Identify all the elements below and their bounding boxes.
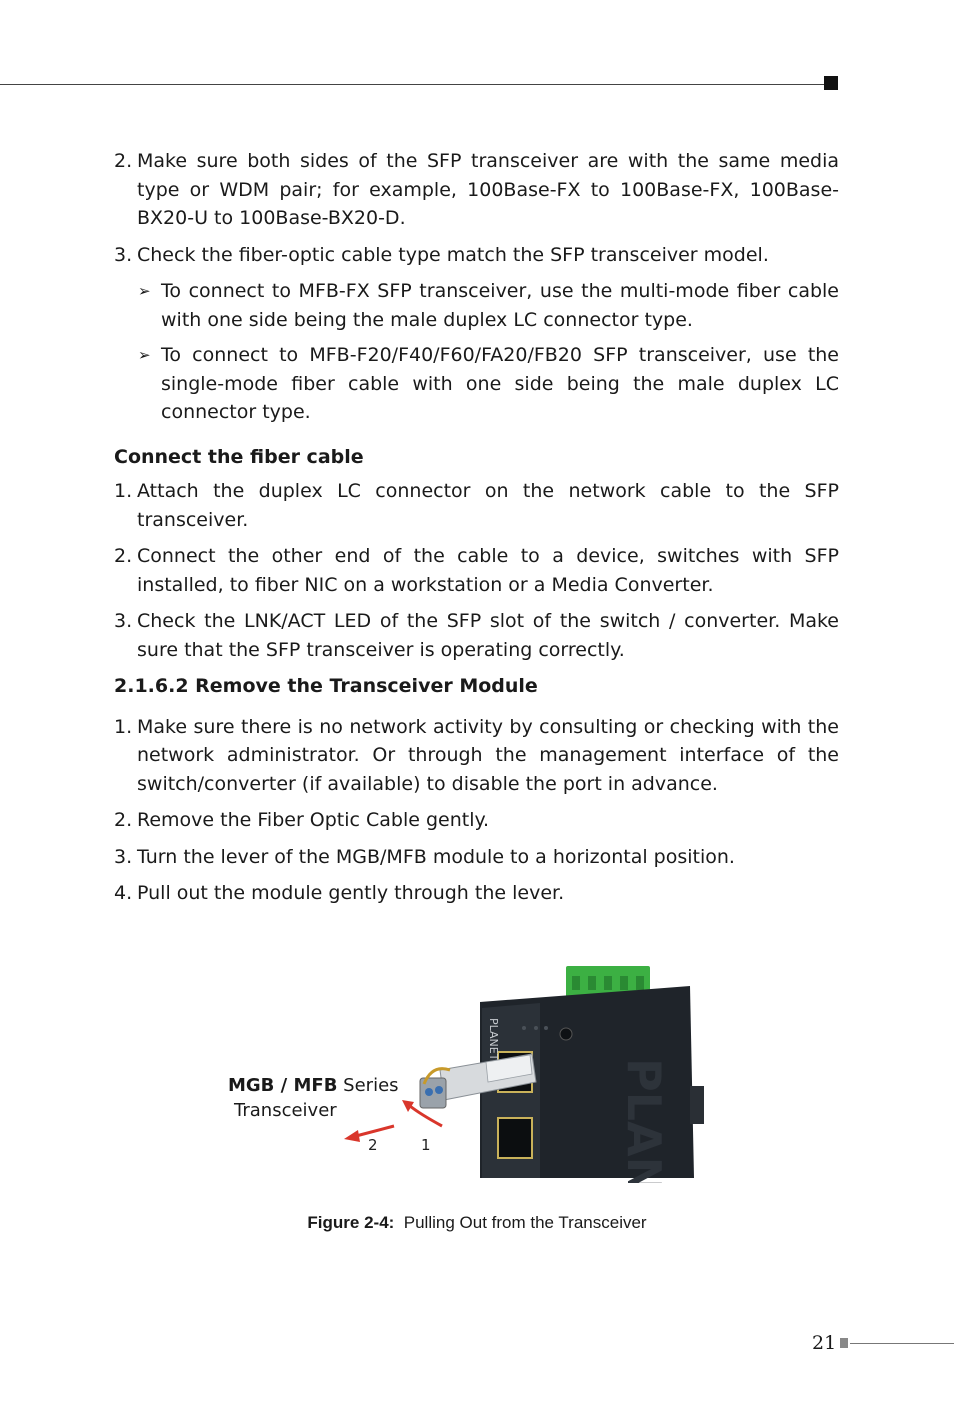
document-body	[114, 147, 839, 916]
step-number-1: 1	[421, 1136, 431, 1154]
header-rule	[0, 84, 826, 85]
item-number: 2.	[114, 150, 133, 172]
list-item	[114, 843, 839, 872]
footer-rule	[850, 1343, 954, 1344]
header-square	[824, 76, 838, 90]
caption-text: Pulling Out from the Transceiver	[403, 1213, 647, 1232]
item-text: Check the fiber-optic cable type match the SFP transceiver model.	[137, 243, 769, 266]
list-item	[114, 713, 839, 799]
pull-arrow-icon	[356, 1126, 394, 1136]
item-text: Connect the other end of the cable to a device, switches with SFP installed, to fiber NIC on a workstation or a Media Converter.	[137, 545, 839, 596]
item-number: 4.	[114, 882, 133, 904]
step-number-2: 2	[368, 1136, 378, 1154]
list-item	[114, 607, 839, 664]
item-text: Pull out the module gently through the lever.	[137, 882, 565, 904]
page-number: 21	[812, 1332, 837, 1354]
device-logo-large: PLANET	[617, 1058, 671, 1183]
sub-item-text: To connect to MFB-F20/F40/F60/FA20/FB20 SFP transceiver, use the single-mode fiber cable with one side being the male duplex LC connector type.	[161, 344, 839, 423]
item-number: 1.	[114, 715, 133, 738]
item-number: 3.	[114, 845, 133, 868]
item-text: Turn the lever of the MGB/MFB module to a horizontal position.	[137, 845, 735, 868]
callout-line2: Transceiver	[234, 1100, 337, 1121]
section-heading-connect: Connect the fiber cable	[114, 445, 364, 468]
device-illustration	[228, 958, 708, 1183]
list-item	[114, 542, 839, 599]
item-number: 3.	[114, 243, 133, 266]
rotate-arrow-icon	[410, 1106, 442, 1126]
item-number: 2.	[114, 809, 133, 831]
list-item	[114, 241, 839, 270]
callout-rest: Series	[337, 1075, 399, 1096]
footer-square	[840, 1338, 848, 1348]
sub-list-item	[138, 277, 839, 334]
item-text: Attach the duplex LC connector on the network cable to the SFP transceiver.	[137, 480, 839, 531]
caption-label: Figure 2-4:	[307, 1213, 395, 1232]
sub-item-text: To connect to MFB-FX SFP transceiver, use the multi-mode fiber cable with one side being the male duplex LC connector type.	[161, 280, 839, 331]
callout-bold: MGB / MFB	[228, 1075, 338, 1096]
arrow-bullet-icon: ➢	[138, 282, 151, 300]
item-number: 2.	[114, 545, 133, 567]
item-number: 1.	[114, 480, 133, 502]
transceiver-figure	[228, 958, 708, 1183]
item-text: Check the LNK/ACT LED of the SFP slot of the switch / converter. Make sure that the SFP transceiver is operating correctly.	[137, 610, 839, 661]
list-item	[114, 147, 839, 233]
item-number: 3.	[114, 610, 133, 632]
device-logo: PLANET	[487, 1018, 500, 1061]
list-item	[114, 806, 839, 835]
figure-callout	[228, 1073, 399, 1123]
list-item	[114, 879, 839, 908]
item-text: Make sure there is no network activity by consulting or checking with the network administrator. Or through the management interface of the switch/converter (if available) to disable the port in advance.	[137, 715, 839, 795]
list-item	[114, 477, 839, 534]
arrow-bullet-icon: ➢	[138, 346, 151, 364]
section-heading-remove: 2.1.6.2 Remove the Transceiver Module	[114, 675, 538, 697]
sfp-slot-bottom	[498, 1118, 532, 1158]
figure-caption	[0, 1213, 954, 1233]
sub-list-item	[138, 341, 839, 427]
item-text: Remove the Fiber Optic Cable gently.	[137, 809, 490, 831]
item-text: Make sure both sides of the SFP transceiver are with the same media type or WDM pair; for example, 100Base-FX to 100Base-FX, 100Base-BX20-U to 100Base-BX20-D.	[137, 150, 839, 229]
